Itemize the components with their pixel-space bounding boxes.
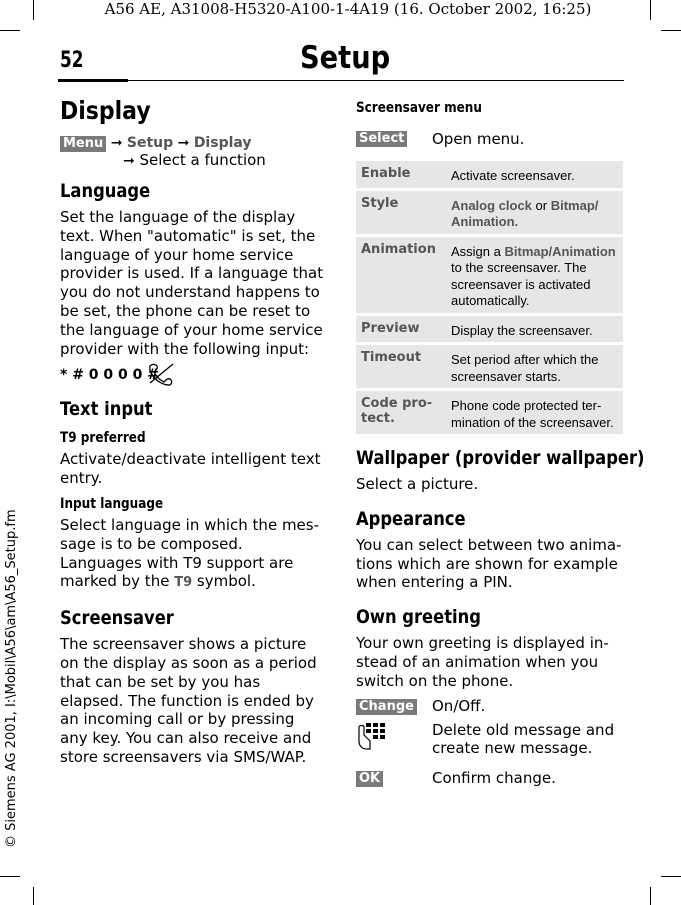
right-column <box>356 100 645 793</box>
keypad-icon <box>356 721 390 751</box>
input-language-text: Select language in which the message is to be composed. Languages with T9 support are marked by the T9 symbol. <box>60 515 320 591</box>
menu-option-name: Preview <box>356 316 446 343</box>
menu-option-name: Code protect. <box>356 391 446 434</box>
table-row <box>356 316 623 343</box>
menu-option-desc: Activate screensaver. <box>446 161 623 188</box>
page-number: 52 <box>60 48 84 73</box>
menu-key: Menu <box>60 136 106 152</box>
menu-option-desc: Assign a Bitmap/Animation to the screensaver. The screensaver is activated automatically. <box>446 237 623 313</box>
select-row <box>356 130 624 150</box>
crop-mark <box>661 876 681 877</box>
nav-display: Display <box>193 135 252 151</box>
menu-option-desc: Set period after which the screensaver starts. <box>446 345 623 388</box>
input-language-heading: Input language <box>60 495 164 512</box>
greeting-heading: Own greeting <box>356 606 481 629</box>
change-text: On/Off. <box>432 696 486 715</box>
header-rule <box>128 80 624 81</box>
page-title: Setup <box>300 40 391 76</box>
reset-code: * # 0 0 0 0 # <box>60 367 159 384</box>
menu-option-name: Style <box>356 191 446 234</box>
call-key-icon <box>146 362 176 386</box>
select-key: Select <box>356 131 407 147</box>
menu-option-desc: Display the screensaver. <box>446 316 623 343</box>
appearance-heading: Appearance <box>356 507 466 530</box>
arrow-icon: ➞ <box>110 135 123 151</box>
table-row <box>356 191 623 234</box>
crop-mark <box>650 887 651 905</box>
screensaver-menu-heading: Screensaver menu <box>356 100 482 116</box>
crop-mark <box>0 30 20 31</box>
change-row <box>356 697 624 721</box>
ok-text: Confirm change. <box>432 768 556 787</box>
table-row <box>356 237 623 313</box>
screensaver-menu-table <box>356 158 623 437</box>
language-text: Set the language of the display text. When "automatic" is set, the language of your home service provider is used. If a language that you do not understand happens to be set, the phone can be reset to the language of your home service provider with the following input: <box>60 208 324 358</box>
crop-mark <box>33 887 34 905</box>
wallpaper-heading: Wallpaper (provider wallpaper) <box>356 447 645 469</box>
copyright-sidebar: © Siemens AG 2001, I:\Mobil\A56\am\A56_Setup.fm <box>4 509 19 848</box>
t9-symbol: T9 <box>174 575 193 591</box>
t9-heading: T9 preferred <box>60 430 146 447</box>
ok-row <box>356 769 624 793</box>
left-column <box>60 96 325 767</box>
t9-text: Activate/deactivate intelligent text entry. <box>60 450 321 488</box>
table-row <box>356 391 623 434</box>
keypad-row <box>356 721 624 769</box>
menu-option-name: Enable <box>356 161 446 188</box>
reset-code-row <box>60 362 325 388</box>
greeting-text: Your own greeting is displayed instead of an animation when you switch on the phone. <box>356 634 609 690</box>
arrow-icon: ➞ <box>123 153 135 169</box>
appearance-text: You can select between two animations which are shown for example when entering a PIN. <box>356 535 622 592</box>
menu-option-desc: Analog clock or Bitmap/ Animation. <box>446 191 623 234</box>
language-heading: Language <box>60 180 151 202</box>
crop-mark <box>650 0 651 20</box>
screensaver-text: The screensaver shows a picture on the display as soon as a period that can be set by you has elapsed. The function is ended by an incoming call or by pressing any key. You can also receive and store screensavers via SMS/WAP. <box>60 635 317 766</box>
document-info-line: A56 AE, A31008-H5320-A100-1-4A19 (16. October 2002, 16:25) <box>104 0 592 18</box>
nav-select-function: Select a function <box>139 151 266 169</box>
wallpaper-text: Select a picture. <box>356 475 479 493</box>
select-text: Open menu. <box>432 130 525 148</box>
nav-setup: Setup <box>126 135 174 151</box>
table-row <box>356 161 623 188</box>
menu-option-name: Timeout <box>356 345 446 388</box>
text-input-heading: Text input <box>60 398 153 421</box>
header-rule-thick <box>58 79 128 82</box>
ok-key: OK <box>356 771 383 787</box>
crop-mark <box>0 876 20 877</box>
crop-mark <box>33 0 34 20</box>
menu-option-name: Animation <box>356 237 446 313</box>
keypad-text: Delete old message and create new message. <box>432 720 615 758</box>
arrow-icon: ➞ <box>177 135 190 151</box>
display-heading: Display <box>60 96 151 125</box>
table-row <box>356 345 623 388</box>
menu-path <box>60 135 325 170</box>
menu-option-desc: Phone code protected termination of the screensaver. <box>446 391 623 434</box>
screensaver-heading: Screensaver <box>60 607 174 630</box>
crop-mark <box>661 30 681 31</box>
change-key: Change <box>356 699 417 715</box>
